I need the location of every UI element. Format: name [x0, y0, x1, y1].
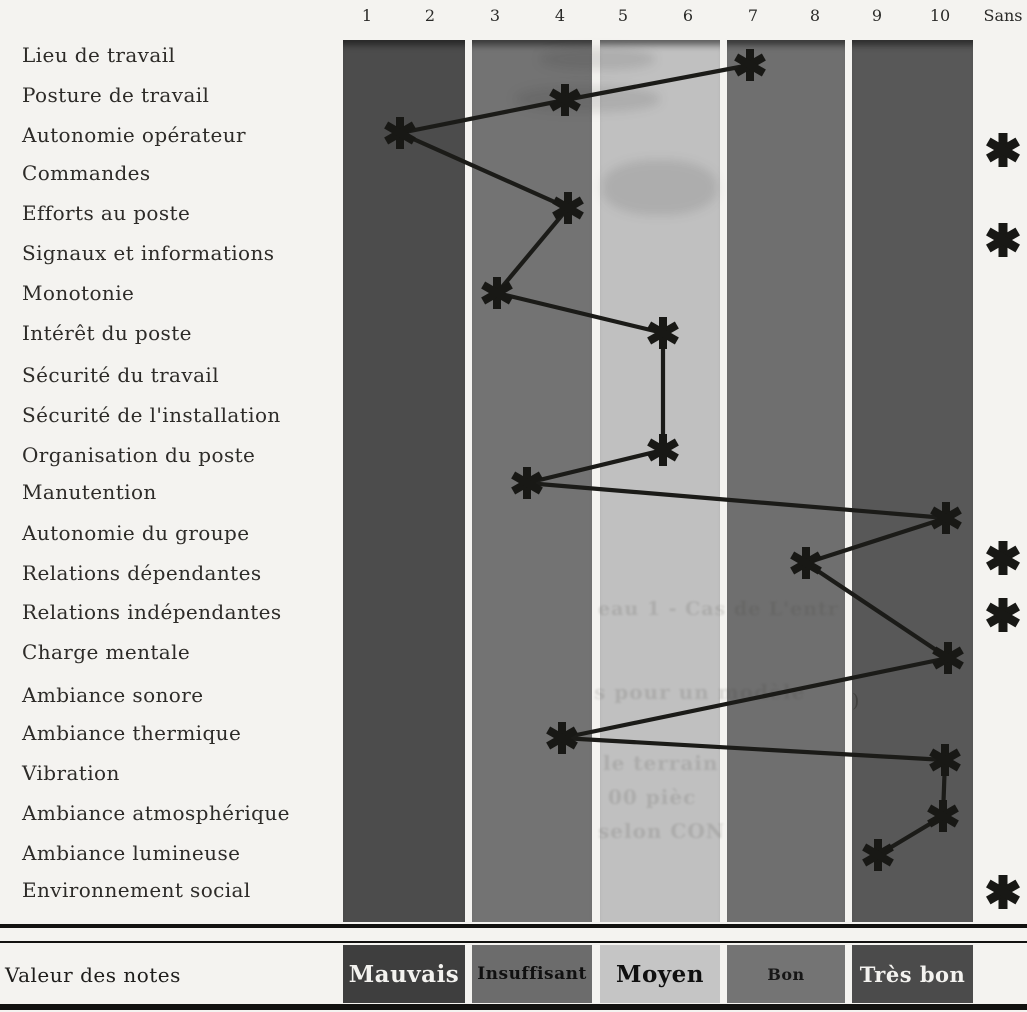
row-label: Ambiance lumineuse [22, 841, 241, 865]
horizontal-rule [0, 924, 1027, 928]
row-label: Commandes [22, 161, 151, 185]
bleedthrough-smudge [540, 48, 655, 70]
row-label: Efforts au poste [22, 201, 191, 225]
legend-band-label: Moyen [615, 960, 705, 988]
row-label: Manutention [22, 480, 157, 504]
band-insuffisant [472, 40, 592, 922]
row-label: Charge mentale [22, 640, 191, 664]
row-label: Posture de travail [22, 83, 210, 107]
bleedthrough-text: s pour un modèle [594, 680, 806, 704]
sans-marker-asterisk [988, 541, 1017, 575]
legend-band-moyen [600, 945, 720, 1003]
legend-band-label: Très bon [859, 961, 966, 987]
legend-title: Valeur des notes [5, 963, 181, 987]
sans-marker-asterisk [988, 223, 1017, 257]
row-label: Signaux et informations [22, 241, 275, 265]
band-bon [727, 40, 845, 922]
row-label: Lieu de travail [22, 43, 176, 67]
x-tick-5: 5 [617, 6, 629, 25]
bleedthrough-text: le terrain [603, 751, 719, 775]
row-label: Ambiance thermique [22, 721, 242, 745]
legend-band-insuffisant [472, 945, 592, 1003]
band-mauvais [343, 40, 465, 922]
legend-band-label: Bon [767, 964, 805, 984]
sans-marker-asterisk [988, 133, 1017, 167]
row-label: Autonomie opérateur [22, 123, 246, 147]
bleedthrough-text: eau 1 - Cas de L'entr [598, 598, 839, 620]
horizontal-rule [0, 941, 1027, 943]
row-label: Relations dépendantes [22, 561, 262, 585]
x-tick-10: 10 [929, 6, 951, 25]
x-tick-1: 1 [361, 6, 373, 25]
band-très-bon [852, 40, 973, 922]
legend-band-label: Mauvais [348, 960, 460, 988]
row-label: Autonomie du groupe [22, 521, 250, 545]
row-label: Sécurité de l'installation [22, 403, 281, 427]
row-label: Organisation du poste [22, 443, 256, 467]
scan-artifact: ) [852, 690, 860, 712]
row-label: Relations indépendantes [22, 600, 282, 624]
row-label: Sécurité du travail [22, 363, 219, 387]
x-tick-2: 2 [424, 6, 436, 25]
horizontal-rule [0, 1004, 1027, 1010]
row-label: Intérêt du poste [22, 321, 192, 345]
x-tick-9: 9 [871, 6, 883, 25]
x-tick-4: 4 [554, 6, 566, 25]
x-tick-6: 6 [682, 6, 694, 25]
x-tick-8: 8 [809, 6, 821, 25]
sans-marker-asterisk [988, 598, 1017, 632]
row-label: Ambiance sonore [22, 683, 204, 707]
bleedthrough-smudge [602, 160, 717, 215]
row-label: Ambiance atmosphérique [22, 801, 290, 825]
row-label: Vibration [22, 761, 120, 785]
x-tick-7: 7 [747, 6, 759, 25]
sans-marker-asterisk [988, 875, 1017, 909]
bleedthrough-smudge [515, 86, 660, 112]
x-tick-3: 3 [489, 6, 501, 25]
legend-band-très-bon [852, 945, 973, 1003]
bleedthrough-text: 00 pièc [608, 785, 697, 809]
row-label: Monotonie [22, 281, 135, 305]
row-label: Environnement social [22, 878, 251, 902]
legend-band-label: Insuffisant [477, 964, 587, 984]
legend-band-mauvais [343, 945, 465, 1003]
bleedthrough-text: selon CON [598, 819, 726, 843]
legend-band-bon [727, 945, 845, 1003]
x-tick-sans: Sans [983, 6, 1023, 25]
